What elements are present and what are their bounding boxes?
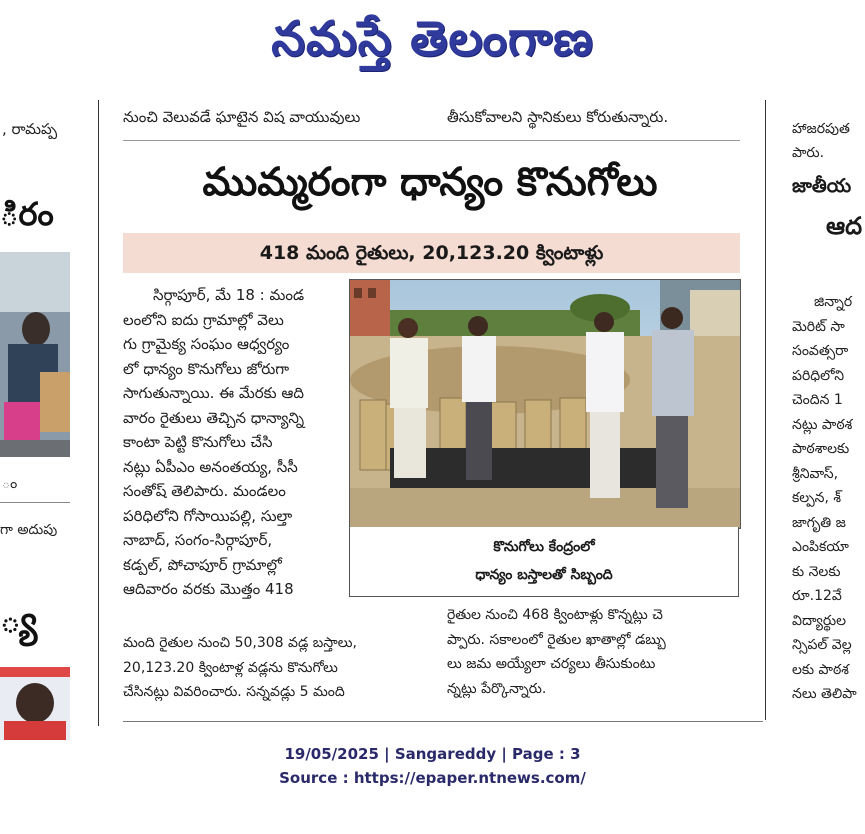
right-body-line: చెందిన 1 [792, 392, 843, 408]
right-line: హాజరపుత [792, 121, 850, 137]
article-headline: ముమ్మరంగా ధాన్యం కొనుగోలు [202, 160, 658, 205]
left-divider [0, 502, 70, 503]
body-line: సిర్గాపూర్, మే 18 : మండ [153, 286, 305, 304]
body-line: లు జమ అయ్యేలా చర్యలు తీసుకుంటు [447, 656, 656, 672]
body-line: సంతోష్ తెలిపారు. మండలం [123, 482, 286, 500]
right-body-line: రూ.12వే [792, 588, 842, 604]
body-line: ప్పారు. సకాలంలో రైతుల ఖాతాల్లో డబ్బు [447, 631, 666, 648]
page-footer [0, 742, 865, 790]
photo-caption-line-1: కొనుగోలు కేంద్రంలో [493, 539, 595, 555]
body-line: న్నట్లు పేర్కొన్నారు. [447, 680, 547, 697]
body-line: కాంటా పెట్టి కొనుగోలు చేసి [123, 433, 273, 451]
left-photo-fragment [0, 252, 70, 457]
right-body-line: నట్లు పాఠశ [792, 416, 853, 433]
right-adjacent-article [792, 100, 865, 730]
body-line: సాగుతున్నాయి. ఈ మేరకు ఆది [123, 384, 304, 402]
photo-caption-line-2: ధాన్యం బస్తాలతో సిబ్బంది [475, 567, 613, 583]
body-line: 20,123.20 క్వింటాళ్ల వడ్లను కొనుగోలు [123, 659, 338, 676]
left-heading-fragment-2: ్య [0, 600, 38, 641]
right-body-line: జిన్నార [814, 294, 853, 310]
masthead: నమస్తే తెలంగాణ [271, 11, 594, 67]
body-line: చేసినట్లు వివరించారు. సన్నవడ్లు 5 మంది [123, 684, 345, 700]
body-line: లంలోని ఐదు గ్రామాల్లో వెలు [123, 310, 284, 329]
right-body-line: మెరిట్ సా [792, 318, 845, 335]
prev-article-rule [123, 140, 740, 141]
body-line: పరిధిలోని గోసాయిపల్లి, సుల్తా [123, 506, 293, 525]
body-line: కడ్పల్, పోచాపూర్ గ్రామాల్లో [123, 555, 282, 574]
prev-article-right-line: తీసుకోవాలని స్థానికులు కోరుతున్నారు. [447, 108, 669, 126]
body-line: లో ధాన్యం కొనుగోలు జోరుగా [123, 359, 290, 378]
column-rule-left [98, 100, 99, 726]
left-heading-fragment: ిరం [0, 195, 54, 233]
body-line: మంది రైతుల నుంచి 50,308 వడ్ల బస్తాలు, [123, 635, 357, 651]
right-body-line: కు నెలకు [792, 563, 841, 580]
right-heading-1: జాతీయ [792, 175, 852, 197]
left-text-line: , రామప్ప [2, 120, 58, 138]
prev-article-left-line: నుంచి వెలువడే ఘాటైన విష వాయువులు [123, 108, 361, 126]
right-body-line: పాఠశాలకు [792, 441, 850, 457]
body-line: గు గ్రామైక్య సంఘం ఆధ్వర్యం [123, 335, 290, 353]
right-body-line: న్సిపల్ వెల్ల [792, 637, 852, 653]
article-body-col2 [447, 603, 747, 701]
photo-caption [349, 527, 739, 597]
body-line: ఆదివారం వరకు మొత్తం 418 [123, 580, 294, 598]
left-text-fragment: గా అదుపు [0, 522, 58, 538]
right-body-line: కల్పన, శ్ [792, 490, 842, 506]
right-heading-2: ఆద [826, 212, 863, 240]
article-subheadline: 418 మంది రైతులు, 20,123.20 క్వింటాళ్లు [123, 233, 740, 273]
article-photo [349, 279, 741, 529]
body-line: వారం రైతులు తెచ్చిన ధాన్యాన్ని [123, 408, 305, 427]
right-line: పారు. [792, 145, 825, 161]
right-body-line: పరిధిలోని [792, 367, 845, 384]
right-body-line: జాగృతి జ [792, 514, 846, 531]
left-adjacent-article [0, 100, 95, 740]
right-body-line: విద్యార్థుల [792, 612, 846, 629]
right-body-line: శ్రీనివాస్, [792, 465, 839, 482]
footer-date-edition: 19/05/2025 | Sangareddy | Page : 3 [284, 745, 581, 763]
article-bottom-rule [123, 721, 763, 722]
right-body-line: సంవత్సరా [792, 343, 849, 359]
body-line: నాబాద్, సంగం-సిర్గాపూర్, [123, 531, 273, 549]
right-body-line: ఎంపికయా [792, 539, 849, 555]
right-body-line: లకు పాఠశ [792, 661, 849, 678]
column-rule-right [765, 100, 766, 720]
article-body-col1 [123, 283, 345, 602]
left-caption-fragment: ం [2, 476, 18, 492]
body-line: నట్లు ఏపీఎం అనంతయ్య, సీసీ [123, 457, 298, 476]
right-body-line: నలు తెలిపా [792, 686, 857, 702]
article-body-col1-wide [123, 631, 423, 705]
left-photo-fragment-2 [0, 667, 70, 740]
right-body [792, 290, 857, 707]
body-line: రైతుల నుంచి 468 క్వింటాళ్లు కొన్నట్లు చె [447, 607, 663, 623]
photo-illustration [350, 280, 740, 528]
footer-source: Source : https://epaper.ntnews.com/ [279, 769, 586, 787]
